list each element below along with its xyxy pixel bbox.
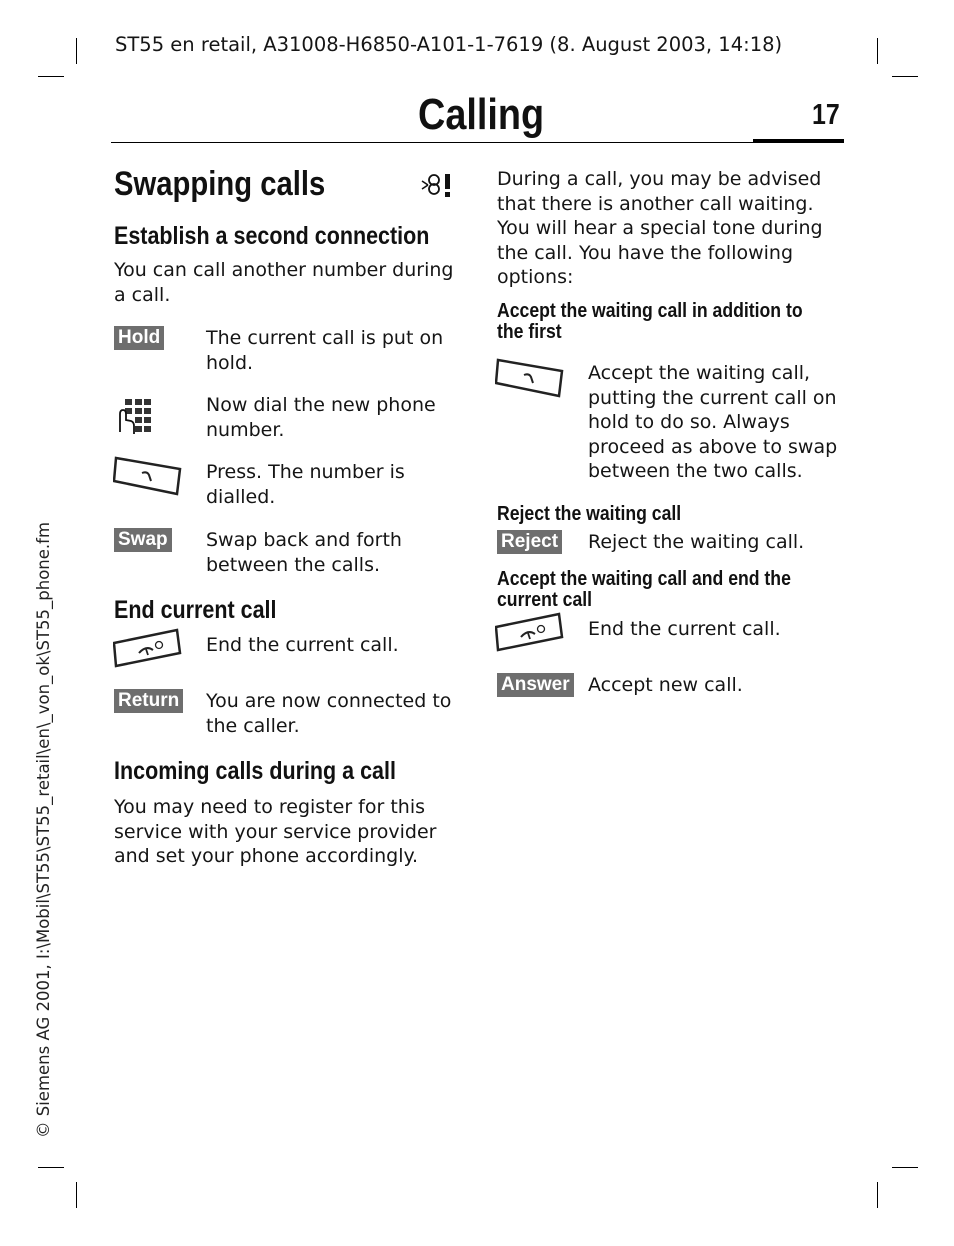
- end-call-step-text: End the current call.: [206, 634, 399, 656]
- return-step-text: You are now connected to the caller.: [206, 690, 452, 737]
- end-call-step-text-right: End the current call.: [588, 618, 781, 640]
- page-number-rule: [753, 139, 844, 143]
- crop-mark: [38, 1167, 64, 1168]
- reject-softkey[interactable]: Reject: [497, 530, 562, 554]
- call-key-icon[interactable]: [495, 357, 565, 399]
- answer-softkey[interactable]: Answer: [497, 673, 574, 697]
- side-file-path: © Siemens AG 2001, I:\Mobil\ST55\ST55_retail\en\_von_ok\ST55_phone.fm: [34, 521, 53, 1138]
- service-provider-icon: [420, 172, 456, 198]
- section-title: Swapping calls: [114, 165, 326, 203]
- incoming-calls-text: You may need to register for this service with your service provider and set your phone accordingly.: [114, 796, 437, 867]
- swap-step-text: Swap back and forth between the calls.: [206, 529, 402, 576]
- hold-step-text: The current call is put on hold.: [206, 327, 444, 374]
- heading-accept-in-addition: Accept the waiting call in addition to the first: [497, 299, 803, 343]
- title-rule: [111, 142, 844, 143]
- heading-reject-waiting-call: Reject the waiting call: [497, 502, 682, 525]
- heading-end-current-call: End current call: [114, 596, 277, 624]
- crop-mark: [892, 76, 918, 77]
- heading-incoming-calls: Incoming calls during a call: [114, 757, 396, 785]
- crop-mark: [892, 1167, 918, 1168]
- call-key-icon[interactable]: [113, 455, 183, 497]
- reject-step-text: Reject the waiting call.: [588, 531, 805, 553]
- hold-softkey[interactable]: Hold: [114, 326, 164, 350]
- crop-mark: [76, 38, 77, 64]
- call-key-step-text: Press. The number is dialled.: [206, 461, 405, 508]
- heading-establish-second-connection: Establish a second connection: [114, 222, 430, 250]
- document-info-header: ST55 en retail, A31008-H6850-A101-1-7619 (8. August 2003, 14:18): [115, 33, 783, 56]
- end-key-icon[interactable]: [495, 611, 565, 653]
- swap-softkey[interactable]: Swap: [114, 528, 172, 552]
- crop-mark: [38, 76, 64, 77]
- page-number: 17: [812, 99, 840, 131]
- crop-mark: [877, 38, 878, 64]
- establish-intro: You can call another number during a call.: [114, 259, 454, 306]
- crop-mark: [877, 1182, 878, 1208]
- keypad-step-text: Now dial the new phone number.: [206, 394, 436, 441]
- answer-step-text: Accept new call.: [588, 674, 743, 696]
- end-key-icon[interactable]: [113, 627, 183, 669]
- heading-accept-and-end: Accept the waiting call and end the current call: [497, 567, 791, 611]
- return-softkey[interactable]: Return: [114, 689, 183, 713]
- accept-waiting-step-text: Accept the waiting call, putting the current call on hold to do so. Always proceed as above to swap between the two calls.: [588, 362, 838, 482]
- chapter-title: Calling: [418, 90, 545, 139]
- keypad-icon: [114, 396, 154, 436]
- call-waiting-intro: During a call, you may be advised that there is another call waiting. You will hear a special tone during the call. You have the following options:: [497, 168, 823, 288]
- crop-mark: [76, 1182, 77, 1208]
